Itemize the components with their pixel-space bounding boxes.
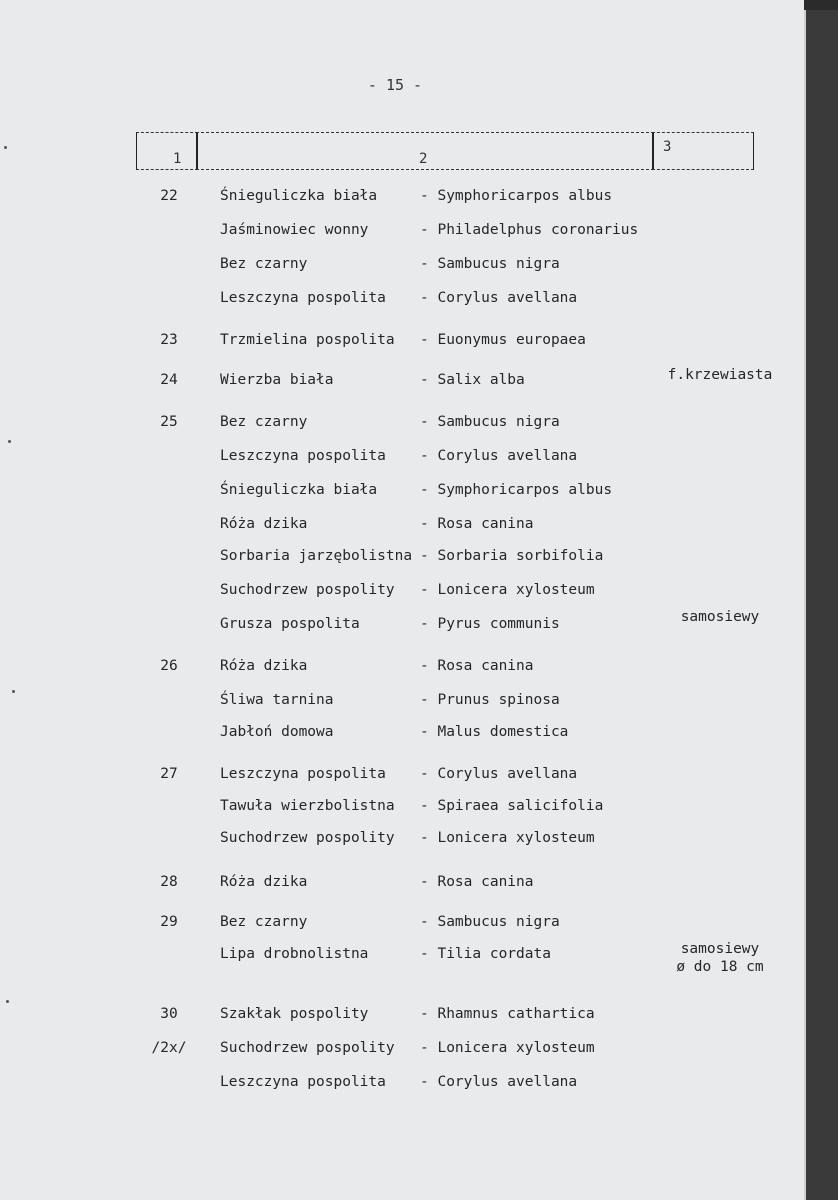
row-number: 25 <box>160 414 178 430</box>
page-number: - 15 - <box>367 76 423 94</box>
latin-name: - Lonicera xylosteum <box>420 1040 595 1056</box>
latin-name: - Lonicera xylosteum <box>420 582 595 598</box>
latin-name: - Euonymus europaea <box>420 332 586 348</box>
latin-name: - Corylus avellana <box>420 290 578 306</box>
list-item <box>0 256 804 280</box>
list-item <box>0 367 804 396</box>
list-item <box>0 830 804 854</box>
row-number: 24 <box>160 372 178 388</box>
list-item <box>0 1074 804 1098</box>
list-item <box>0 548 804 572</box>
polish-name: Grusza pospolita <box>220 616 360 632</box>
polish-name: Tawuła wierzbolistna <box>220 798 395 814</box>
list-item <box>0 914 804 938</box>
list-item <box>0 692 804 716</box>
polish-name: Suchodrzew pospolity <box>220 1040 395 1056</box>
polish-name: Śliwa tarnina <box>220 692 334 708</box>
row-number: 26 <box>160 658 178 674</box>
latin-name: - Sambucus nigra <box>420 414 560 430</box>
list-item <box>0 1006 804 1030</box>
list-item <box>0 332 804 356</box>
row-number: 23 <box>160 332 178 348</box>
polish-name: Trzmielina pospolita <box>220 332 395 348</box>
list-item <box>0 222 804 246</box>
latin-name: - Malus domestica <box>420 724 569 740</box>
latin-name: - Spiraea salicifolia <box>420 798 604 814</box>
polish-name: Wierzba biała <box>220 372 334 388</box>
list-item <box>0 941 804 975</box>
paper-speck <box>4 146 7 149</box>
latin-name: - Rosa canina <box>420 874 534 890</box>
header-cell-1 <box>136 132 198 170</box>
latin-name: - Rosa canina <box>420 516 534 532</box>
latin-name: - Corylus avellana <box>420 1074 578 1090</box>
polish-name: Śnieguliczka biała <box>220 188 378 204</box>
polish-name: Suchodrzew pospolity <box>220 582 395 598</box>
list-item <box>0 1040 804 1064</box>
paper-speck <box>6 1000 9 1003</box>
note: samosiewy <box>680 609 760 625</box>
header-label-3: 3 <box>663 139 672 155</box>
list-item <box>0 290 804 314</box>
polish-name: Róża dzika <box>220 658 308 674</box>
latin-name: - Rhamnus cathartica <box>420 1006 595 1022</box>
latin-name: - Symphoricarpos albus <box>420 188 613 204</box>
latin-name: - Sambucus nigra <box>420 256 560 272</box>
latin-name: - Lonicera xylosteum <box>420 830 595 846</box>
list-item <box>0 609 804 640</box>
row-number: 28 <box>160 874 178 890</box>
table-header <box>136 132 752 168</box>
note: samosiewy ø do 18 cm <box>676 941 764 975</box>
polish-name: Róża dzika <box>220 874 308 890</box>
paper-speck <box>8 440 11 443</box>
list-item <box>0 766 804 790</box>
polish-name: Leszczyna pospolita <box>220 448 386 464</box>
row-number: 22 <box>160 188 178 204</box>
polish-name: Suchodrzew pospolity <box>220 830 395 846</box>
row-number: 29 <box>160 914 178 930</box>
latin-name: - Prunus spinosa <box>420 692 560 708</box>
list-item <box>0 482 804 506</box>
note: f.krzewiasta <box>667 367 773 383</box>
row-number: 30 <box>160 1006 178 1022</box>
polish-name: Róża dzika <box>220 516 308 532</box>
list-item <box>0 874 804 898</box>
list-item <box>0 798 804 822</box>
list-item <box>0 582 804 606</box>
latin-name: - Rosa canina <box>420 658 534 674</box>
list-item <box>0 448 804 472</box>
polish-name: Lipa drobnolistna <box>220 946 369 962</box>
header-label-2: 2 <box>419 151 428 167</box>
list-item <box>0 516 804 540</box>
latin-name: - Salix alba <box>420 372 525 388</box>
latin-name: - Sorbaria sorbifolia <box>420 548 604 564</box>
polish-name: Śnieguliczka biała <box>220 482 378 498</box>
latin-name: - Symphoricarpos albus <box>420 482 613 498</box>
polish-name: Bez czarny <box>220 256 308 272</box>
latin-name: - Corylus avellana <box>420 448 578 464</box>
list-item <box>0 414 804 438</box>
header-cell-2 <box>196 132 654 170</box>
latin-name: - Philadelphus coronarius <box>420 222 639 238</box>
paper-speck <box>12 690 15 693</box>
polish-name: Bez czarny <box>220 914 308 930</box>
polish-name: Leszczyna pospolita <box>220 1074 386 1090</box>
latin-name: - Corylus avellana <box>420 766 578 782</box>
latin-name: - Sambucus nigra <box>420 914 560 930</box>
polish-name: Bez czarny <box>220 414 308 430</box>
polish-name: Leszczyna pospolita <box>220 766 386 782</box>
polish-name: Jaśminowiec wonny <box>220 222 369 238</box>
list-item <box>0 188 804 212</box>
polish-name: Szakłak pospolity <box>220 1006 369 1022</box>
polish-name: Sorbaria jarzębolistna <box>220 548 413 564</box>
list-item <box>0 724 804 748</box>
header-label-1: 1 <box>173 151 182 167</box>
header-cell-3 <box>652 132 754 170</box>
latin-name: - Tilia cordata <box>420 946 551 962</box>
polish-name: Jabłoń domowa <box>220 724 334 740</box>
latin-name: - Pyrus communis <box>420 616 560 632</box>
list-item <box>0 658 804 682</box>
polish-name: Leszczyna pospolita <box>220 290 386 306</box>
scan-edge <box>804 0 838 10</box>
row-number: 27 <box>160 766 178 782</box>
row-number: /2x/ <box>151 1040 187 1056</box>
